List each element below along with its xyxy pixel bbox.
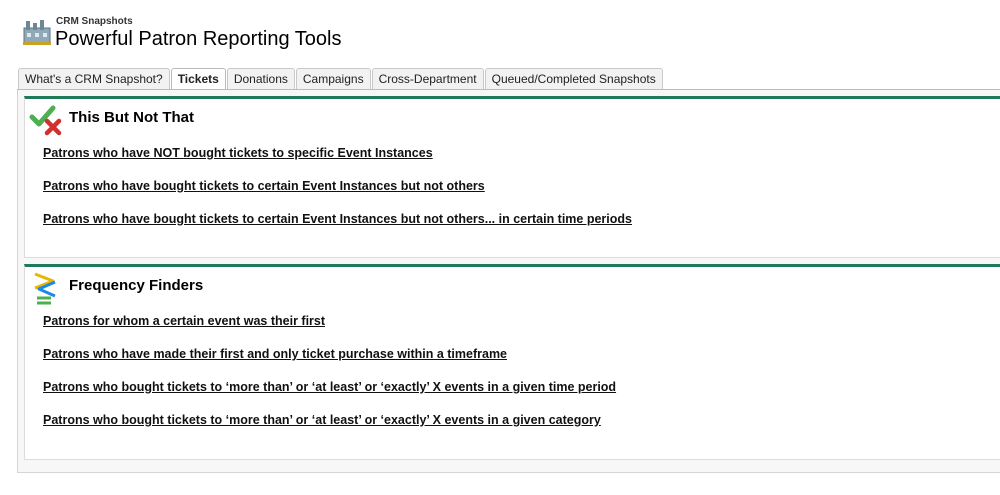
factory-icon: [22, 18, 52, 46]
tab-queued-completed-snapshots[interactable]: Queued/Completed Snapshots: [485, 68, 663, 89]
link-list: [43, 313, 616, 445]
tab-whats-a-crm-snapshot[interactable]: What's a CRM Snapshot?: [18, 68, 170, 89]
tab-campaigns[interactable]: Campaigns: [296, 68, 371, 89]
link-list: [43, 145, 632, 244]
section-title: Frequency Finders: [69, 277, 204, 294]
link-event-was-first[interactable]: Patrons for whom a certain event was their first: [43, 314, 326, 328]
link-x-events-time-period[interactable]: Patrons who bought tickets to ‘more than’ or ‘at least’ or ‘exactly’ X events in a given time period: [43, 380, 617, 394]
link-bought-certain-not-others-time-periods[interactable]: Patrons who have bought tickets to certain Event Instances but not others... in certain time periods: [43, 212, 632, 226]
section-title: This But Not That: [69, 109, 194, 126]
comparison-icon: [29, 271, 63, 305]
check-x-icon: [29, 103, 63, 137]
link-bought-certain-not-others[interactable]: Patrons who have bought tickets to certain Event Instances but not others: [43, 179, 485, 193]
tab-donations[interactable]: Donations: [227, 68, 295, 89]
section-frequency-finders: [24, 264, 1000, 460]
page-title: Powerful Patron Reporting Tools: [55, 28, 342, 50]
tab-bar: [18, 68, 664, 90]
section-this-but-not-that: [24, 96, 1000, 258]
link-not-bought-specific-instances[interactable]: Patrons who have NOT bought tickets to specific Event Instances: [43, 146, 433, 160]
tab-cross-department[interactable]: Cross-Department: [372, 68, 484, 89]
tab-tickets[interactable]: Tickets: [171, 68, 226, 90]
page-header: [20, 12, 620, 52]
tab-content-panel: [17, 90, 1000, 473]
link-x-events-category[interactable]: Patrons who bought tickets to ‘more than’ or ‘at least’ or ‘exactly’ X events in a given category: [43, 413, 601, 427]
link-first-only-purchase-timeframe[interactable]: Patrons who have made their first and only ticket purchase within a timeframe: [43, 347, 508, 361]
breadcrumb: CRM Snapshots: [56, 16, 133, 27]
